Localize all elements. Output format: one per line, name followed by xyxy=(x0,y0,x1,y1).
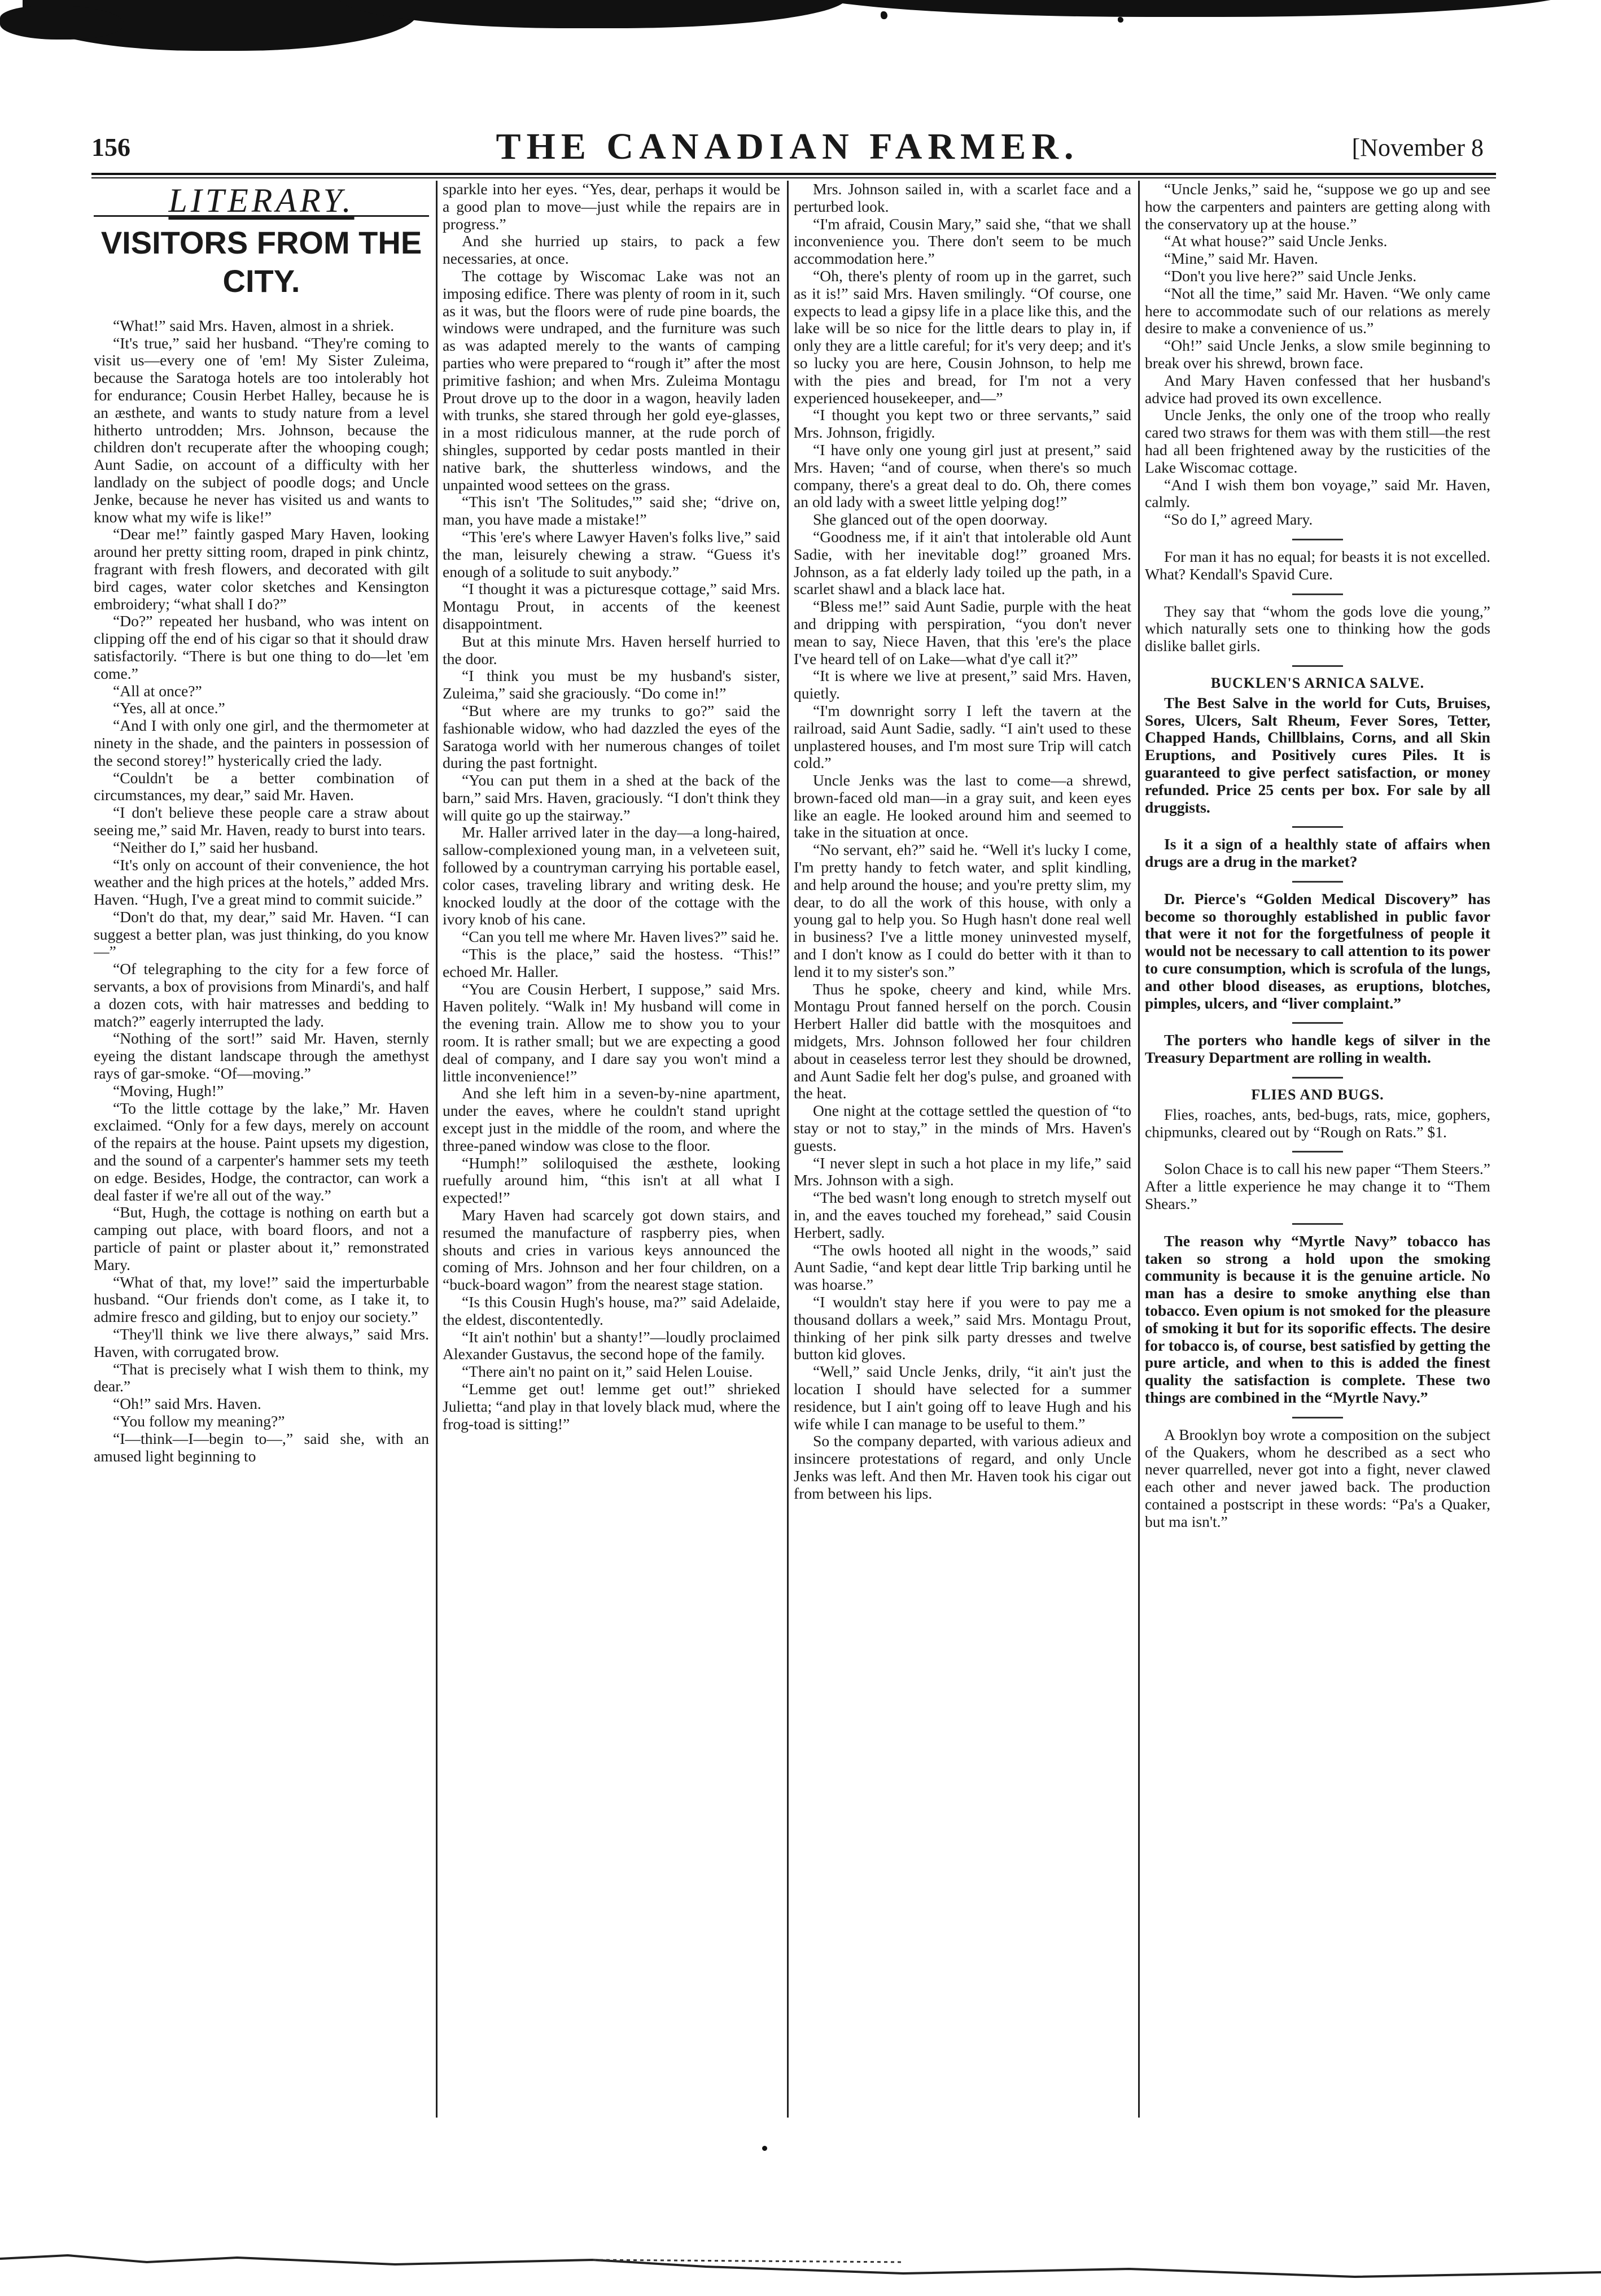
paragraph: “Moving, Hugh!” xyxy=(113,1081,224,1099)
paragraph: Thus he spoke, cheery and kind, while Mrs. Montagu Prout fanned herself on the porch. Cousin Herbert Haller did battle with the mosquitoes and midgets, Mrs. Johnson followed her four children about in ceaseless terror lest they should be drowned, and Aunt Sadie felt her dog's pulse, and groaned with the heat. xyxy=(794,980,1131,1102)
paragraph: Mary Haven had scarcely got down stairs, and resumed the manufacture of raspberry pies, when shouts and cries in various keys announced the coming of Mrs. Johnson and her four children, on a “buck-board wagon” from the nearest stage station. xyxy=(443,1206,780,1294)
paragraph: “Dear me!” faintly gasped Mary Haven, looking around her pretty sitting room, draped in pink chintz, fragrant with fresh flowers, and decorated with gilt bird cages, water color sketches and Kensington embroidery; “what shall I do?” xyxy=(94,525,429,613)
column-rule xyxy=(787,181,789,2118)
section-heading: LITERARY. xyxy=(168,182,355,219)
paragraph: “Mine,” said Mr. Haven. xyxy=(1164,250,1318,268)
column-1 xyxy=(94,181,429,2211)
paragraph: Uncle Jenks, the only one of the troop who really cared two straws for them was with them still—the rest had all been frightened away by the rusticities of the Lake Wiscomac cottage. xyxy=(1145,406,1490,476)
separator xyxy=(1292,593,1343,595)
paragraph: “But where are my trunks to go?” said the fashionable widow, who had dazzled the eyes of the Saratoga world with her numerous changes of toilet during the past fortnight. xyxy=(443,701,780,772)
paragraph: “I'm downright sorry I left the tavern at the railroad, said Aunt Sadie, sadly. “I ain't used to these unplastered houses, and I'm most sure Trip will catch cold.” xyxy=(794,701,1131,772)
news-item: Dr. Pierce's “Golden Medical Discovery” has become so thoroughly established in public favor that were it not for the forgetfulness of people it would not be necessary to call attention to its power to cure consumption, which is scrofula of the lungs, and other blood diseases, as eruptions, blotches, pimples, ulcers, and “liver complaint.” xyxy=(1145,889,1490,1012)
paragraph: So the company departed, with various adieux and insincere protestations of regard, and only Uncle Jenks was left. And then Mr. Haven took his cigar out from between his lips. xyxy=(794,1432,1131,1502)
paragraph: “That is precisely what I wish them to think, my dear.” xyxy=(94,1360,429,1395)
scan-edge-top xyxy=(0,0,1601,85)
paragraph: “I don't believe these people care a straw about seeing me,” said Mr. Haven, ready to burst into tears. xyxy=(94,804,429,839)
issue-date: [November 8 xyxy=(1351,134,1484,161)
paragraph: “Bless me!” said Aunt Sadie, purple with the heat and dripping with perspiration, “you don't never mean to say, Niece Haven, that this 'ere's the place I've heard tell of on Lake—what d'ye call it?” xyxy=(794,597,1131,667)
paragraph: One night at the cottage settled the question of “to stay or not to stay,” in the minds of Mrs. Haven's guests. xyxy=(794,1102,1131,1154)
paragraph: The cottage by Wiscomac Lake was not an imposing edifice. There was plenty of room in it, such as it was, but the floors were of rude pine boards, the windows were undraped, and the furniture was such as was adapted merely to the wants of camping parties who were prepared to “rough it” after the most primitive fashion; and when Mrs. Zuleima Montagu Prout drove up to the door in a wagon, heavily laden with trunks, she stared through her gold eye-glasses, in a most ridiculous manner, at the rude porch of shingles, supported by cedar posts mantled in their native bark, the shutterless windows, and the unpainted wood settees on the grass. xyxy=(443,267,780,494)
paragraph: “I never slept in such a hot place in my life,” said Mrs. Johnson with a sigh. xyxy=(794,1154,1131,1189)
separator xyxy=(1292,1417,1343,1418)
paragraph: “Nothing of the sort!” said Mr. Haven, sternly eyeing the distant landscape through the amethyst rays of gar-smoke. “Of—moving.” xyxy=(94,1029,429,1082)
ad-body: The Best Salve in the world for Cuts, Bruises, Sores, Ulcers, Salt Rheum, Fever Sores, Tetter, Chapped Hands, Chillblains, Corns, and all Skin Eruptions, and Positively cures Piles. It is guaranteed to give perfect satisfaction, or money refunded. Price 25 cents per box. For sale by all druggists. xyxy=(1145,693,1490,816)
paragraph: “Yes, all at once.” xyxy=(113,699,225,717)
story-body xyxy=(94,317,429,1465)
column-3 xyxy=(794,181,1131,2211)
paragraph: “It ain't nothin' but a shanty!”—loudly proclaimed Alexander Gustavus, the second hope of the family. xyxy=(443,1328,780,1363)
paragraph: “I think you must be my husband's sister, Zuleima,” said she graciously. “Do come in!” xyxy=(443,667,780,702)
paragraph: “Don't you live here?” said Uncle Jenks. xyxy=(1164,267,1417,285)
separator xyxy=(1292,881,1343,883)
paragraph: “It's only on account of their convenience, the hot weather and the high prices at the hotels,” added Mrs. Haven. “Hugh, I've a great mind to commit suicide.” xyxy=(94,855,429,909)
paragraph: “Goodness me, if it ain't that intolerable old Aunt Sadie, with her inevitable dog!” groaned Mrs. Johnson, as a fat elderly lady toiled up the path, in a scarlet shawl and a black lace hat. xyxy=(794,527,1131,598)
paragraph: “I have only one young girl just at present,” said Mrs. Haven; “and of course, when there's so much company, there's a great deal to do. Oh, there comes an old lady with a sweet little yelping dog!” xyxy=(794,440,1131,511)
paragraph: “So do I,” agreed Mary. xyxy=(1164,510,1313,529)
paragraph: “This 'ere's where Lawyer Haven's folks live,” said the man, leisurely chewing a straw. “Guess it's enough of a solitude to suit anybody.” xyxy=(443,527,780,580)
paragraph: “They'll think we live there always,” said Mrs. Haven, with corrugated brow. xyxy=(94,1325,429,1360)
paragraph: “Of telegraphing to the city for a few force of servants, a box of provisions from Minardi's, and half a dozen cots, with hair matresses and bedding to match?” eagerly interrupted the lady. xyxy=(94,960,429,1030)
ad-heading: FLIES AND BUGS. xyxy=(1251,1086,1384,1103)
paragraph: Mrs. Johnson sailed in, with a scarlet face and a perturbed look. xyxy=(794,181,1131,215)
paragraph: “Is this Cousin Hugh's house, ma?” said Adelaide, the eldest, discontentedly. xyxy=(443,1293,780,1328)
separator xyxy=(1292,1223,1343,1225)
paragraph: Mr. Haller arrived later in the day—a long-haired, sallow-complexioned young man, in a velveteen suit, followed by a countryman carrying his portable easel, color cases, traveling library and writing desk. He knocked loudly at the door of the cottage with the ivory knob of his cane. xyxy=(443,823,780,928)
page-number: 156 xyxy=(91,133,130,161)
news-item: They say that “whom the gods love die young,” which naturally sets one to thinking how the gods dislike ballet girls. xyxy=(1145,602,1490,655)
paragraph: And Mary Haven confessed that her husband's advice had proved its own excellence. xyxy=(1145,371,1490,407)
ink-speck xyxy=(762,2146,767,2151)
paragraph: “To the little cottage by the lake,” Mr. Haven exclaimed. “Only for a few days, merely on account of the repairs at the house. Paint upsets my digestion, and the sound of a carpenter's hammer sets my teeth on edge. Besides, Hodge, the contractor, can work a deal faster if we're all out of the way.” xyxy=(94,1099,429,1204)
paragraph: “Humph!” soliloquised the æsthete, looking ruefully around him, “this isn't at all what I expected!” xyxy=(443,1154,780,1207)
paragraph: “The bed wasn't long enough to stretch myself out in, and the eaves touched my forehead,” said Cousin Herbert, sadly. xyxy=(794,1189,1131,1241)
paragraph: “I wouldn't stay here if you were to pay me a thousand dollars a week,” said Mrs. Montagu Prout, thinking of her pink silk party dresses and twelve button kid gloves. xyxy=(794,1293,1131,1363)
news-item: Is it a sign of a healthly state of affairs when drugs are a drug in the market? xyxy=(1145,835,1490,871)
column-rule xyxy=(1138,181,1140,2118)
paragraph: “Don't do that, my dear,” said Mr. Haven. “I can suggest a better plan, was just thinking, do you know—” xyxy=(94,907,429,961)
paragraph: “This isn't 'The Solitudes,'” said she; “drive on, man, you have made a mistake!” xyxy=(443,493,780,529)
paragraph: “Can you tell me where Mr. Haven lives?” said he. xyxy=(462,928,779,946)
paragraph: “And I with only one girl, and the thermometer at ninety in the shade, and the painters in possession of the second storey!” hysterically cried the lady. xyxy=(94,717,429,769)
paragraph: “Do?” repeated her husband, who was intent on clipping off the end of his cigar so that it should draw satisfactorily. “There is but one thing to do—let 'em come.” xyxy=(94,612,429,682)
ad-heading: BUCKLEN'S ARNICA SALVE. xyxy=(1210,674,1425,691)
paragraph: “I thought you kept two or three servants,” said Mrs. Johnson, frigidly. xyxy=(794,406,1131,442)
paragraph: “Uncle Jenks,” said he, “suppose we go up and see how the carpenters and painters are getting along with the conservatory up at the house.” xyxy=(1145,181,1490,233)
paragraph: “But, Hugh, the cottage is nothing on earth but a camping out place, with board floors, and not a particle of paint or plaster about it,” remonstrated Mary. xyxy=(94,1203,429,1273)
separator xyxy=(1292,826,1343,828)
separator xyxy=(1292,539,1343,540)
paragraph: “Oh!” said Uncle Jenks, a slow smile beginning to break over his shrewd, brown face. xyxy=(1145,337,1490,372)
separator xyxy=(1292,1022,1343,1024)
paragraph: But at this minute Mrs. Haven herself hurried to the door. xyxy=(443,632,780,667)
newspaper-title: THE CANADIAN FARMER. xyxy=(496,126,1079,167)
paragraph: “And I wish them bon voyage,” said Mr. Haven, calmly. xyxy=(1145,475,1490,511)
paragraph: “What!” said Mrs. Haven, almost in a shriek. xyxy=(113,316,395,334)
story-title: VISITORS FROM THE CITY. xyxy=(94,215,429,300)
header-rule-thin xyxy=(91,177,1496,178)
paragraph: And she left him in a seven-by-nine apartment, under the eaves, where he couldn't stand upright except just in the middle of the room, and where the three-paned window was close to the floor. xyxy=(443,1084,780,1154)
paragraph: “What of that, my love!” said the imperturbable husband. “Our friends don't come, as I take it, to admire fresco and gilding, but to enjoy our society.” xyxy=(94,1273,429,1326)
paragraph: “Couldn't be a better combination of circumstances, my dear,” said Mr. Haven. xyxy=(94,769,429,804)
paragraph: “You are Cousin Herbert, I suppose,” said Mrs. Haven politely. “Walk in! My husband will come in the evening train. Allow me to show you to your room. It is rather small; but we are expecting a good deal of company, and I dare say you won't mind a little inconvenience!” xyxy=(443,980,780,1085)
column-4 xyxy=(1145,181,1490,2211)
ad-body: Flies, roaches, ants, bed-bugs, rats, mice, gophers, chipmunks, cleared out by “Rough on Rats.” $1. xyxy=(1145,1105,1490,1141)
paragraph: “You can put them in a shed at the back of the barn,” said Mrs. Haven, graciously. “I don't think they will quite go up the stairway.” xyxy=(443,771,780,824)
column-rule xyxy=(436,181,438,2118)
paragraph: “I—think—I—begin to—,” said she, with an amused light beginning to xyxy=(94,1429,429,1465)
paragraph: “Oh, there's plenty of room up in the garret, such as it is!” said Mrs. Haven smilingly. “Of course, one expects to lead a gipsy life in a place like this, and the lake will be so nice for the little dears to play in, if only they are a little careful; for it's very deep; and it's so lucky you are here, Cousin Johnson, to help me with the pies and bread, for I'm not a very experienced housekeeper, and—” xyxy=(794,267,1131,407)
paragraph: “I'm afraid, Cousin Mary,” said she, “that we shall inconvenience you. There don't seem to be much accommodation here.” xyxy=(794,215,1131,268)
paragraph: “The owls hooted all night in the woods,” said Aunt Sadie, “and kept dear little Trip barking until he was hoarse.” xyxy=(794,1241,1131,1294)
news-item: The reason why “Myrtle Navy” tobacco has taken so strong a hold upon the smoking community is because it is the genuine article. No man has a desire to smoke anything else than tobacco. Even opium is not smoked for the pleasure of smoking it but for its soporific effects. The desire for tobacco is, of course, best satisfied by getting the pure article, and when to this is added the finest quality the satisfaction is complete. These two things are combined in the “Myrtle Navy.” xyxy=(1145,1232,1490,1407)
column-2 xyxy=(443,181,780,2211)
paragraph: “This is the place,” said the hostess. “This!” echoed Mr. Haller. xyxy=(443,945,780,980)
paragraph: “It is where we live at present,” said Mrs. Haven, quietly. xyxy=(794,667,1131,702)
paragraph: “No servant, eh?” said he. “Well it's lucky I come, I'm pretty handy to fetch water, and split kindling, and help around the house; and you're pretty slim, my dear, to do all the work of this house, with only a young gal to help you. So Hugh hasn't done real well in business? I've a little money uninvested myself, and I don't know as I could do better with it than to lend it to my sister's son.” xyxy=(794,841,1131,980)
paragraph: “Neither do I,” said her husband. xyxy=(113,838,318,856)
paragraph: “It's true,” said her husband. “They're coming to visit us—every one of 'em! My Sister Zuleima, because the Saratoga hotels are too intolerably hot for endurance; Cousin Herbet Halley, because he is an æsthete, and wants to study nature from a level hitherto untrodden; Mrs. Johnson, because the children don't recuperate after the whooping cough; Aunt Sadie, on account of a difficulty with her landlady on the subject of poodle dogs; and Uncle Jenke, because he never has visited us and wants to know what my wife is like!” xyxy=(94,334,429,526)
news-item: A Brooklyn boy wrote a composition on the subject of the Quakers, whom he described as a sect who never quarrelled, never got into a fight, never clawed each other and never jawed back. The production contained a postscript in these words: “Pa's a Quaker, but ma isn't.” xyxy=(1145,1425,1490,1530)
paragraph: “Not all the time,” said Mr. Haven. “We only came here to accommodate such of our relations as merely desire to make a convenience of us.” xyxy=(1145,284,1490,337)
paragraph: She glanced out of the open doorway. xyxy=(813,510,1048,529)
paragraph: “All at once?” xyxy=(113,682,202,700)
paragraph: sparkle into her eyes. “Yes, dear, perhaps it would be a good plan to move—just while the repairs are in progress.” xyxy=(443,181,780,233)
torn-edge-graphic xyxy=(0,2225,1601,2296)
scan-edge-bottom xyxy=(0,2225,1601,2296)
paragraph: “There ain't no paint on it,” said Helen Louise. xyxy=(462,1363,753,1381)
news-item: The porters who handle kegs of silver in the Treasury Department are rolling in wealth. xyxy=(1145,1031,1490,1067)
separator xyxy=(1292,1151,1343,1153)
paragraph: “You follow my meaning?” xyxy=(113,1412,285,1430)
paragraph: “I thought it was a picturesque cottage,” said Mrs. Montagu Prout, in accents of the keenest disappointment. xyxy=(443,580,780,632)
page-header xyxy=(79,126,1496,168)
news-item: For man it has no equal; for beasts it is not excelled. What? Kendall's Spavid Cure. xyxy=(1145,547,1490,583)
separator xyxy=(1292,665,1343,667)
news-item: Solon Chace is to call his new paper “Them Steers.” After a little experience he may change it to “Them Shears.” xyxy=(1145,1160,1490,1213)
paragraph: Uncle Jenks was the last to come—a shrewd, brown-faced old man—in a gray suit, and keen eyes like an eagle. He looked around him and seemed to take in the situation at once. xyxy=(794,771,1131,841)
header-rule xyxy=(91,173,1496,175)
paragraph: “At what house?” said Uncle Jenks. xyxy=(1164,232,1388,250)
paragraph: “Oh!” said Mrs. Haven. xyxy=(113,1395,261,1413)
paragraph: And she hurried up stairs, to pack a few necessaries, at once. xyxy=(443,232,780,268)
paragraph: “Lemme get out! lemme get out!” shrieked Julietta; “and play in that lovely black mud, where the frog-toad is sitting!” xyxy=(443,1380,780,1433)
paragraph: “Well,” said Uncle Jenks, drily, “it ain't just the location I should have selected for a summer residence, but I ain't going off to leave Hugh and his wife while I can manage to be useful to them.” xyxy=(794,1363,1131,1433)
separator xyxy=(1292,1077,1343,1079)
